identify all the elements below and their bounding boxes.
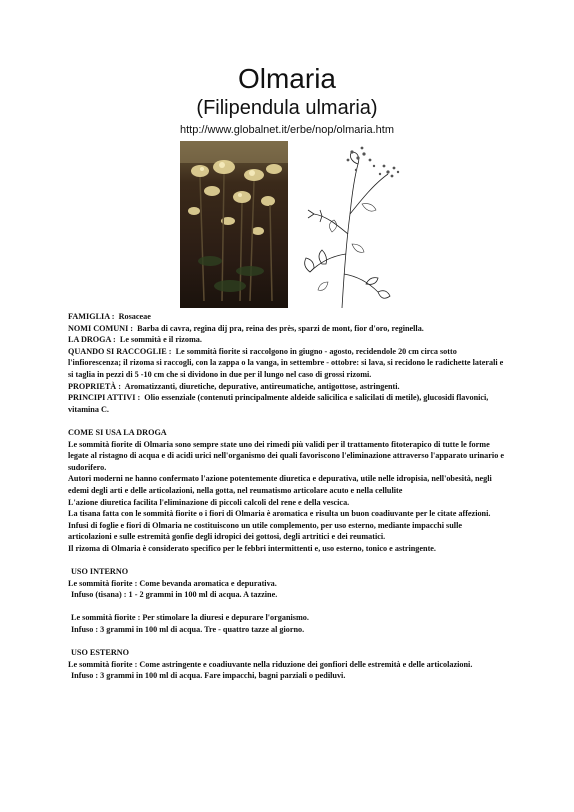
dosage-line: Infuso : 3 grammi in 100 ml di acqua. Tre - quattro tazze al giorno. <box>71 625 305 635</box>
info-row-nomi-comuni <box>68 323 506 335</box>
usage-paragraph: Il rizoma di Olmaria è considerato specifico per le febbri intermittenti e, uso esterno, tonico e astringente. <box>68 543 436 553</box>
section-heading: USO ESTERNO <box>71 648 130 658</box>
info-text: Rosaceae <box>118 312 151 321</box>
info-text: Le sommità e il rizoma. <box>119 335 202 345</box>
info-row-quando-si-raccoglie <box>68 346 506 381</box>
info-label: LA DROGA : <box>68 335 116 345</box>
dosage-line: Infuso (tisana) : 1 - 2 grammi in 100 ml di acqua. A tazzine. <box>71 590 278 600</box>
dosage-line: Infuso : 3 grammi in 100 ml di acqua. Fare impacchi, bagni parziali o pediluvi. <box>71 671 346 681</box>
info-label: NOMI COMUNI : <box>68 323 134 333</box>
dosage-line: Le sommità fiorite : Come astringente e coadiuvante nella riduzione dei gonfiori delle estremità e delle articolazioni. <box>68 659 473 669</box>
info-row-famiglia <box>68 311 506 323</box>
section-heading: USO INTERNO <box>71 567 129 577</box>
usage-paragraph: Le sommità fiorite di Olmaria sono sempre state uno dei rimedi più validi per il trattamento fitoterapico di tutte le forme legate al ristagno di acqua e di acidi urici nell'organismo dei quali favoriscono l'eliminazione attraverso l'apparato urinario e sudorifero. <box>68 439 504 472</box>
usage-paragraph: Infusi di foglie e fiori di Olmaria ne costituiscono un utile complemento, per uso esterno, mediante impacchi sulle articolazioni e sulle estremità gonfie degli idropici dei gottosi, degli artritici e dei reumatici. <box>68 520 462 542</box>
info-label: FAMIGLIA : <box>68 312 115 321</box>
usage-section <box>68 427 506 555</box>
usage-paragraph: L'azione diuretica facilita l'eliminazione di piccoli calcoli del rene e della vescica. <box>68 497 350 507</box>
section-heading: COME SI USA LA DROGA <box>68 427 167 437</box>
info-row-principi-attivi <box>68 392 506 415</box>
info-label: PRINCIPI ATTIVI : <box>68 393 141 403</box>
info-text: Le sommità fiorite si raccolgono in giugno - agosto, recidendole 20 cm circa sotto l'infiorescenza; il rizoma si raccogli, con la zappa o la vanga, in settembre - ottobre: si lava, si recidono le radichette laterali e si taglia in pezzi di 5 -10 cm che si dividono in due per il lungo nel caso di grossi rizomi. <box>68 346 504 379</box>
uso-esterno-section <box>68 647 506 682</box>
botanical-illustration <box>292 144 404 308</box>
page-title: Olmaria <box>237 63 336 94</box>
article-body <box>68 311 506 682</box>
dosage-line: Le sommità fiorite : Come bevanda aromatica e depurativa. <box>68 578 277 588</box>
info-text: Barba di cavra, regina dij pra, reina des près, sparzi de mont, fior d'oro, reginella. <box>137 323 424 333</box>
info-row-proprieta <box>68 381 506 393</box>
info-label: PROPRIETÀ : <box>68 381 121 391</box>
info-section <box>68 311 506 415</box>
usage-paragraph: La tisana fatta con le sommità fiorite o i fiori di Olmaria è aromatica e risulta un buon coadiuvante per le citate affezioni. <box>68 509 491 519</box>
source-url: http://www.globalnet.it/erbe/nop/olmaria.htm <box>179 124 394 136</box>
info-label: QUANDO SI RACCOGLIE : <box>68 346 172 356</box>
dosage-line: Le sommità fiorite : Per stimolare la diuresi e depurare l'organismo. <box>71 613 309 623</box>
info-text: Olio essenziale (contenuti principalmente aldeide salicilica e salicilati di metile), glucosidi flavonici, vitamina C. <box>68 393 489 414</box>
plant-photo <box>180 141 288 308</box>
info-text: Aromatizzanti, diuretiche, depurative, antireumatiche, antigottose, astringenti. <box>124 381 400 391</box>
usage-paragraph: Autori moderni ne hanno confermato l'azione potentemente diuretica e depurativa, utile nelle idropisia, nell'obesità, negli edemi degli arti e delle articolazioni, nella gotta, nel reumatismo articolare acuto e nella cellulite <box>68 474 492 495</box>
botanical-name: (Filipendula ulmaria) <box>196 97 378 119</box>
uso-interno-section <box>68 566 506 636</box>
info-row-la-droga <box>68 334 506 346</box>
